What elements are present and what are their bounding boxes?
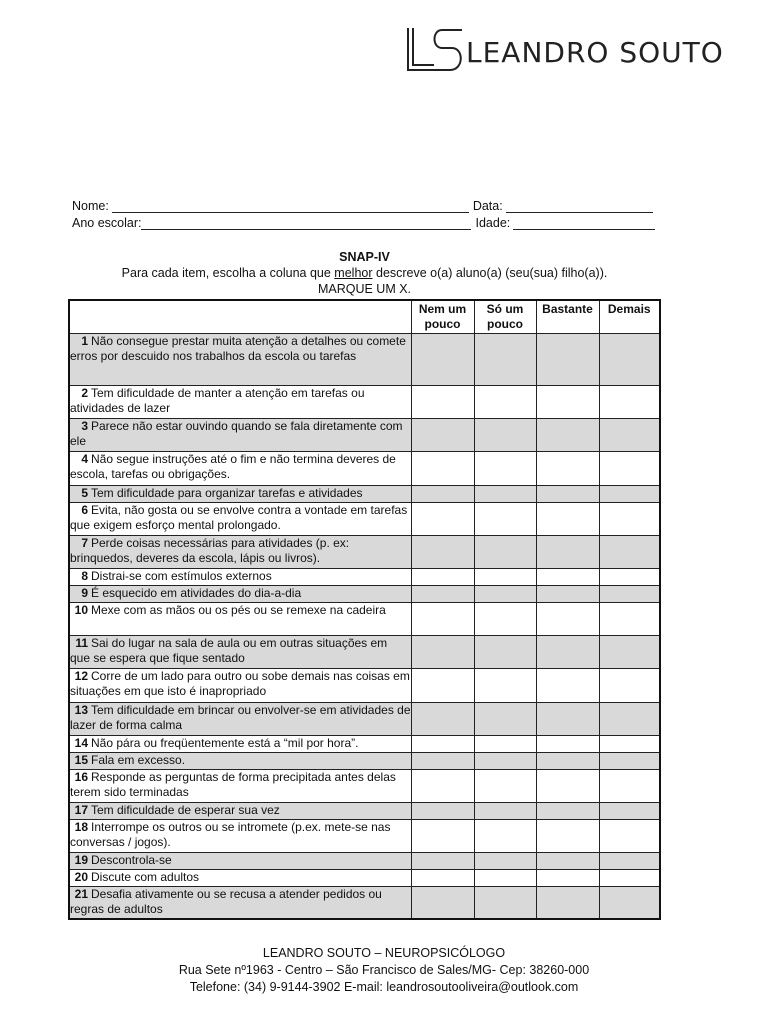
- table-row: [69, 635, 660, 668]
- table-row: [69, 385, 660, 418]
- table-row: [69, 418, 660, 451]
- answer-cell[interactable]: [474, 668, 536, 702]
- item-number: 10: [74, 602, 88, 617]
- data-field[interactable]: [506, 200, 653, 213]
- footer: [0, 945, 768, 996]
- answer-cell[interactable]: [536, 819, 599, 852]
- item-cell: [69, 769, 411, 802]
- answer-cell[interactable]: [411, 852, 474, 869]
- answer-cell[interactable]: [536, 602, 599, 635]
- answer-cell[interactable]: [474, 769, 536, 802]
- answer-cell[interactable]: [411, 602, 474, 635]
- item-number: 20: [74, 869, 88, 884]
- answer-cell[interactable]: [411, 886, 474, 919]
- item-text: Mexe com as mãos ou os pés ou se remexe na cadeira: [91, 602, 386, 617]
- table-row: [69, 585, 660, 602]
- answer-cell[interactable]: [536, 585, 599, 602]
- answer-cell[interactable]: [411, 585, 474, 602]
- table-row: [69, 869, 660, 886]
- item-number: 1: [81, 333, 88, 348]
- answer-cell[interactable]: [536, 852, 599, 869]
- item-text: Corre de um lado para outro ou sobe demais nas coisas em situações em que isto é inapropriado: [70, 668, 410, 698]
- snap-title: SNAP-IV: [339, 250, 390, 264]
- item-cell: [69, 451, 411, 485]
- item-cell: [69, 869, 411, 886]
- answer-cell[interactable]: [599, 702, 660, 735]
- item-number: 6: [81, 502, 88, 517]
- answer-cell[interactable]: [599, 635, 660, 668]
- item-number: 19: [74, 852, 88, 867]
- answer-cell[interactable]: [536, 502, 599, 535]
- instruction: [68, 265, 661, 281]
- item-cell: [69, 852, 411, 869]
- answer-cell[interactable]: [599, 451, 660, 485]
- table-row: [69, 819, 660, 852]
- answer-cell[interactable]: [536, 535, 599, 568]
- answer-cell[interactable]: [411, 769, 474, 802]
- item-text: Tem dificuldade para organizar tarefas e atividades: [91, 485, 363, 500]
- answer-cell[interactable]: [474, 485, 536, 502]
- item-cell: [69, 385, 411, 418]
- answer-cell[interactable]: [474, 852, 536, 869]
- item-cell: [69, 802, 411, 819]
- item-text: É esquecido em atividades do dia-a-dia: [91, 585, 302, 600]
- item-text: Interrompe os outros ou se intromete (p.ex. mete-se nas conversas / jogos).: [70, 819, 391, 849]
- col-header: Só um pouco: [474, 300, 536, 333]
- item-text: Tem dificuldade de manter a atenção em tarefas ou atividades de lazer: [70, 385, 365, 415]
- footer-name: LEANDRO SOUTO – NEUROPSICÓLOGO: [262, 946, 506, 960]
- table-row: [69, 451, 660, 485]
- item-number: 4: [81, 451, 88, 466]
- answer-cell[interactable]: [411, 451, 474, 485]
- table-row: [69, 752, 660, 769]
- item-cell: [69, 735, 411, 752]
- answer-cell[interactable]: [599, 568, 660, 585]
- answer-cell[interactable]: [599, 869, 660, 886]
- answer-cell[interactable]: [536, 568, 599, 585]
- ano-escolar-field[interactable]: [141, 217, 471, 230]
- idade-field[interactable]: [513, 217, 655, 230]
- answer-cell[interactable]: [411, 485, 474, 502]
- item-cell: [69, 635, 411, 668]
- instruction-pre: Para cada item, escolha a coluna que: [121, 266, 335, 280]
- answer-cell[interactable]: [474, 451, 536, 485]
- answer-cell[interactable]: [599, 819, 660, 852]
- table-row: [69, 502, 660, 535]
- item-text: Desafia ativamente ou se recusa a atender pedidos ou regras de adultos: [70, 886, 382, 916]
- item-text: Descontrola-se: [91, 852, 172, 867]
- table-row: [69, 568, 660, 585]
- item-text: Não segue instruções até o fim e não termina deveres de escola, tarefas ou obrigações.: [70, 451, 396, 481]
- answer-cell[interactable]: [599, 769, 660, 802]
- table-row: [69, 886, 660, 919]
- footer-address: Rua Sete nº1963 - Centro – São Francisco de Sales/MG- Cep: 38260-000: [178, 963, 590, 977]
- item-number: 12: [74, 668, 88, 683]
- answer-cell[interactable]: [474, 819, 536, 852]
- answer-cell[interactable]: [474, 585, 536, 602]
- item-number: 18: [74, 819, 88, 834]
- item-cell: [69, 702, 411, 735]
- idade-label: Idade:: [475, 216, 511, 230]
- answer-cell[interactable]: [536, 869, 599, 886]
- table-row: [69, 735, 660, 752]
- item-number: 13: [74, 702, 88, 717]
- item-number: 17: [74, 802, 88, 817]
- answer-cell[interactable]: [411, 735, 474, 752]
- item-number: 5: [81, 485, 88, 500]
- answer-cell[interactable]: [599, 852, 660, 869]
- item-cell: [69, 535, 411, 568]
- table-row: [69, 769, 660, 802]
- answer-cell[interactable]: [474, 635, 536, 668]
- item-text: Fala em excesso.: [91, 752, 186, 767]
- answer-cell[interactable]: [411, 869, 474, 886]
- answer-cell[interactable]: [599, 585, 660, 602]
- instruction-emphasis: melhor: [334, 266, 373, 280]
- answer-cell[interactable]: [411, 535, 474, 568]
- answer-cell[interactable]: [411, 418, 474, 451]
- answer-cell[interactable]: [599, 802, 660, 819]
- nome-label: Nome:: [72, 199, 109, 213]
- item-number: 21: [74, 886, 88, 901]
- item-number: 7: [81, 535, 88, 550]
- answer-cell[interactable]: [411, 635, 474, 668]
- answer-cell[interactable]: [474, 869, 536, 886]
- item-number: 16: [74, 769, 88, 784]
- snap-table: [68, 299, 661, 920]
- col-header: Demais: [599, 300, 660, 333]
- nome-field[interactable]: [112, 200, 469, 213]
- item-number: 11: [75, 635, 88, 650]
- item-cell: [69, 602, 411, 635]
- answer-cell[interactable]: [411, 752, 474, 769]
- item-text: Não consegue prestar muita atenção a detalhes ou comete erros por descuido nos trabalhos da escola ou tarefas: [70, 333, 406, 363]
- ano-escolar-label: Ano escolar:: [72, 216, 142, 230]
- table-row: [69, 602, 660, 635]
- item-cell: [69, 568, 411, 585]
- answer-cell[interactable]: [474, 418, 536, 451]
- answer-cell[interactable]: [411, 668, 474, 702]
- answer-cell[interactable]: [599, 668, 660, 702]
- answer-cell[interactable]: [474, 886, 536, 919]
- answer-cell[interactable]: [474, 535, 536, 568]
- answer-cell[interactable]: [536, 886, 599, 919]
- item-number: 14: [74, 735, 88, 750]
- item-text: Tem dificuldade de esperar sua vez: [91, 802, 280, 817]
- col-header: Bastante: [536, 300, 599, 333]
- table-row: [69, 802, 660, 819]
- answer-cell[interactable]: [474, 752, 536, 769]
- answer-cell[interactable]: [536, 385, 599, 418]
- answer-cell[interactable]: [474, 735, 536, 752]
- answer-cell[interactable]: [411, 568, 474, 585]
- answer-cell[interactable]: [536, 333, 599, 385]
- form-row-1: [72, 199, 653, 213]
- item-cell: [69, 485, 411, 502]
- item-cell: [69, 668, 411, 702]
- answer-cell[interactable]: [536, 485, 599, 502]
- item-cell: [69, 418, 411, 451]
- answer-cell[interactable]: [411, 702, 474, 735]
- answer-cell[interactable]: [536, 451, 599, 485]
- answer-cell[interactable]: [599, 735, 660, 752]
- item-number: 2: [81, 385, 88, 400]
- answer-cell[interactable]: [599, 752, 660, 769]
- item-text: Distrai-se com estímulos externos: [91, 568, 272, 583]
- item-cell: [69, 819, 411, 852]
- answer-cell[interactable]: [474, 568, 536, 585]
- answer-cell[interactable]: [474, 333, 536, 385]
- answer-cell[interactable]: [536, 752, 599, 769]
- answer-cell[interactable]: [474, 385, 536, 418]
- item-cell: [69, 752, 411, 769]
- item-number: 8: [81, 568, 88, 583]
- answer-cell[interactable]: [474, 502, 536, 535]
- answer-cell[interactable]: [599, 418, 660, 451]
- answer-cell[interactable]: [536, 668, 599, 702]
- footer-contact: Telefone: (34) 9-9144-3902 E-mail: leandrosoutooliveira@outlook.com: [189, 980, 579, 994]
- col-header: Nem um pouco: [411, 300, 474, 333]
- answer-cell[interactable]: [599, 502, 660, 535]
- snap-heading: [68, 249, 661, 297]
- table-row: [69, 535, 660, 568]
- form-row-2: [72, 216, 655, 230]
- answer-cell[interactable]: [599, 535, 660, 568]
- answer-cell[interactable]: [411, 502, 474, 535]
- answer-cell[interactable]: [411, 802, 474, 819]
- answer-cell[interactable]: [411, 385, 474, 418]
- table-row: [69, 485, 660, 502]
- item-text: Parece não estar ouvindo quando se fala diretamente com ele: [70, 418, 403, 448]
- item-text: Tem dificuldade em brincar ou envolver-se em atividades de lazer de forma calma: [70, 702, 411, 732]
- mark-instruction: MARQUE UM X.: [317, 282, 412, 296]
- item-number: 9: [81, 585, 88, 600]
- table-row: [69, 852, 660, 869]
- item-cell: [69, 502, 411, 535]
- item-cell: [69, 333, 411, 385]
- answer-cell[interactable]: [411, 333, 474, 385]
- item-number: 15: [74, 752, 88, 767]
- logo: [404, 26, 724, 74]
- table-row: [69, 668, 660, 702]
- answer-cell[interactable]: [536, 802, 599, 819]
- answer-cell[interactable]: [599, 485, 660, 502]
- table-row: [69, 702, 660, 735]
- data-label: Data:: [472, 199, 503, 213]
- instruction-post: descreve o(a) aluno(a) (seu(sua) filho(a)).: [372, 266, 608, 280]
- answer-cell[interactable]: [411, 819, 474, 852]
- item-header: [69, 300, 411, 333]
- answer-cell[interactable]: [474, 602, 536, 635]
- answer-cell[interactable]: [599, 385, 660, 418]
- answer-cell[interactable]: [599, 886, 660, 919]
- table-header-row: [69, 300, 660, 333]
- item-number: 3: [81, 418, 88, 433]
- answer-cell[interactable]: [474, 802, 536, 819]
- item-text: Sai do lugar na sala de aula ou em outras situações em que se espera que fique sentado: [70, 635, 388, 665]
- answer-cell[interactable]: [474, 702, 536, 735]
- item-text: Responde as perguntas de forma precipitada antes delas terem sido terminadas: [70, 769, 396, 799]
- ls-monogram-icon: [404, 26, 468, 74]
- answer-cell[interactable]: [536, 418, 599, 451]
- answer-cell[interactable]: [536, 702, 599, 735]
- item-text: Não pára ou freqüentemente está a “mil por hora”.: [91, 735, 359, 750]
- table-row: [69, 333, 660, 385]
- item-text: Discute com adultos: [91, 869, 200, 884]
- answer-cell[interactable]: [599, 333, 660, 385]
- logo-text: LEANDRO SOUTO: [466, 35, 724, 69]
- answer-cell[interactable]: [536, 635, 599, 668]
- item-cell: [69, 886, 411, 919]
- answer-cell[interactable]: [599, 602, 660, 635]
- item-text: Evita, não gosta ou se envolve contra a vontade em tarefas que exigem esforço mental prolongado.: [70, 502, 408, 532]
- item-cell: [69, 585, 411, 602]
- item-text: Perde coisas necessárias para atividades (p. ex: brinquedos, deveres da escola, lápis ou livros).: [70, 535, 350, 565]
- answer-cell[interactable]: [536, 735, 599, 752]
- answer-cell[interactable]: [536, 769, 599, 802]
